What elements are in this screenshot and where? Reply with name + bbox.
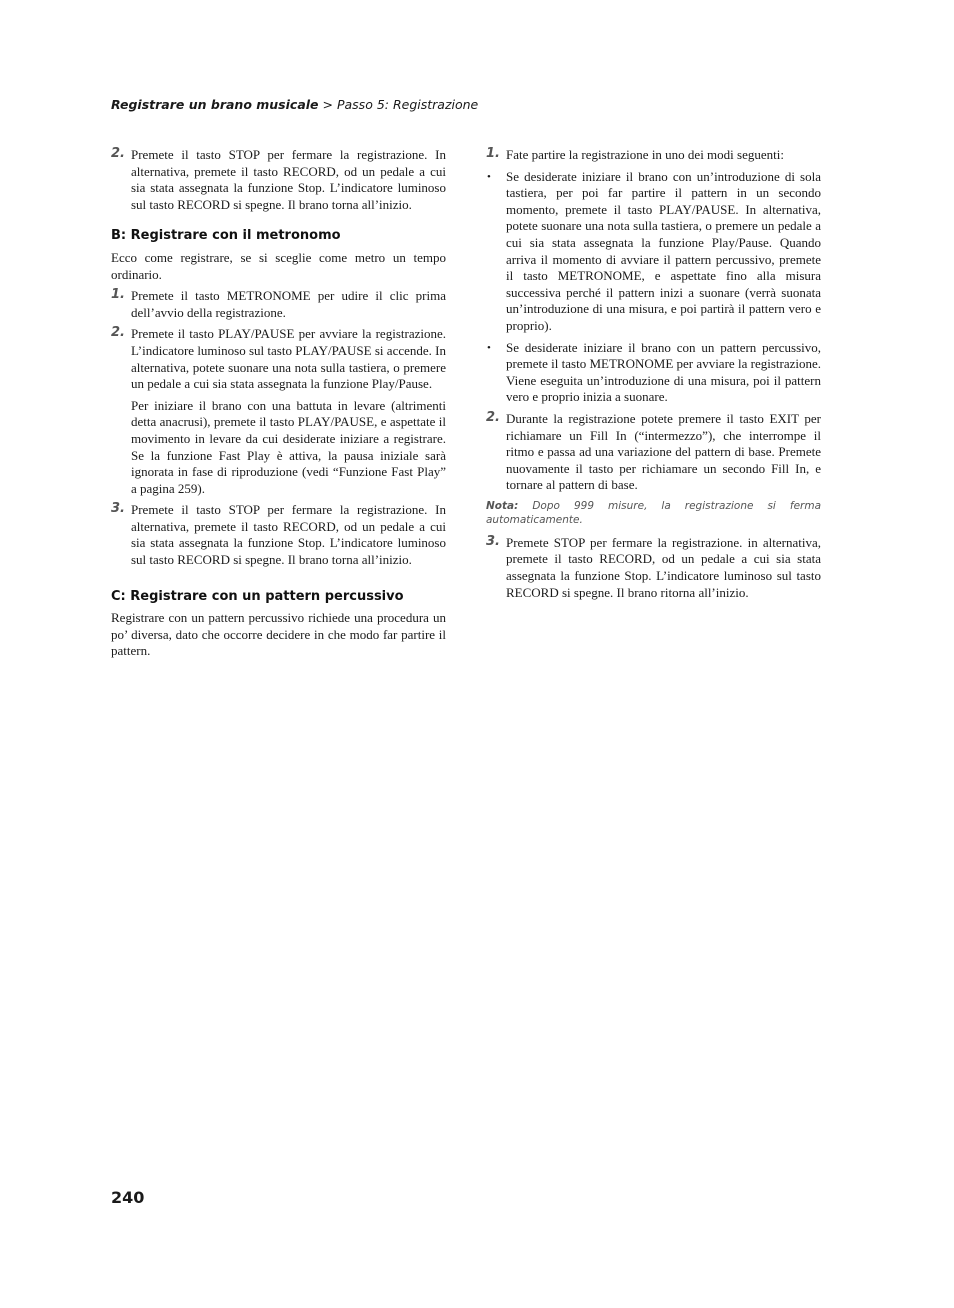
header-separator: > — [322, 97, 333, 112]
step-text: Fate partire la registrazione in uno dei modi seguenti: — [506, 147, 784, 162]
step-number: 2. — [111, 146, 125, 161]
step-text: Premete STOP per fermare la registrazione. in alternativa, premete il tasto RECORD, od un pedale a cui sia stata assegnata la funzione Stop. L’indicatore luminoso sul tasto RECORD si spegne. Il brano ritorna all’inizio. — [506, 534, 821, 600]
bullet-item — [486, 169, 821, 335]
step-text: Premete il tasto STOP per fermare la registrazione. In alternativa, premete il tasto RECORD, od un pedale a cui sia stata assegnata la funzione Stop. L’indicatore luminoso sul tasto RECORD si spegne. Il brano torna all’inizio. — [131, 502, 446, 568]
step-item — [111, 147, 446, 213]
section-heading: B: Registrare con il metronomo — [111, 228, 341, 244]
step-text: Premete il tasto PLAY/PAUSE per avviare la registrazione. L’indicatore luminoso sul tasto PLAY/PAUSE si accende. In alternativa, potete suonare una nota sulla tastiera, o premere un pedale a cui sia stata assegnata la funzione Play/Pause. — [131, 326, 446, 392]
bullet-icon: • — [487, 341, 491, 354]
step-text-continued: Per iniziare il brano con una battuta in levare (altrimenti detta anacrusi), premete il tasto PLAY/PAUSE, e aspettate il movimento in levare da cui desiderate iniziare a registrare. Se la funzione Fast Play è attiva, la pausa iniziale sarà ignorata in fase di riproduzione (vedi “Funzione Fast Play” a pagina 259). — [131, 397, 446, 496]
step-number: 2. — [486, 409, 500, 425]
step-item — [486, 411, 821, 494]
step-item — [111, 288, 446, 321]
step-text: Durante la registrazione potete premere il tasto EXIT per richiamare un Fill In (“intermezzo”), che interrompe il ritmo e passa ad una variazione del pattern di base. Premete nuovamente il tasto per richiamare un secondo Fill In, e tornare al pattern di base. — [506, 410, 821, 493]
bullet-text: Se desiderate iniziare il brano con un pattern percussivo, premete il tasto METRONOME per avviare la registrazione. Viene eseguita un’introduzione di una misura, poi il pattern vero e proprio inizia a suonare. — [506, 339, 821, 405]
note — [486, 499, 821, 527]
step-number: 3. — [486, 533, 500, 549]
bullet-text: Se desiderate iniziare il brano con un’introduzione di sola tastiera, per poi far partire il pattern in un secondo momento, premete il tasto PLAY/PAUSE. In alternativa, potete suonare una nota sulla tastiera, o premere un pedale a cui sia stata assegnata la funzione Play/Pause. Quando arriva il momento di avviare il pattern percussivo, premete il tasto METRONOME, e aspettate fino alla misura successiva perché il pattern inizi a suonare (verrà suonata un’introduzione di una misura, e poi partirà il pattern vero e proprio). — [506, 168, 821, 333]
bullet-icon: • — [487, 170, 491, 183]
section-intro: Registrare con un pattern percussivo richiede una procedura un po’ diversa, dato che occorre decidere in che modo far partire il pattern. — [111, 610, 446, 659]
page-number: 240 — [111, 1188, 145, 1207]
step-number: 3. — [111, 501, 125, 517]
step-text: Premete il tasto METRONOME per udire il clic prima dell’avvio della registrazione. — [131, 288, 446, 320]
step-text: Premete il tasto STOP per fermare la registrazione. In alternativa, premete il tasto RECORD, od un pedale a cui sia stata assegnata la funzione Stop. L’indicatore luminoso sul tasto RECORD si spegne. Il brano torna all’inizio. — [131, 147, 446, 212]
step-number: 1. — [486, 146, 500, 161]
left-column — [111, 147, 446, 665]
right-column — [486, 147, 821, 606]
running-header — [111, 97, 478, 112]
step-number: 1. — [111, 287, 125, 303]
note-label: Nota: — [486, 499, 519, 512]
step-item — [111, 502, 446, 568]
step-item — [486, 535, 821, 601]
note-text: Dopo 999 misure, la registrazione si ferma automaticamente. — [486, 499, 822, 526]
header-section: Registrare un brano musicale — [111, 97, 319, 112]
section-heading: C: Registrare con un pattern percussivo — [111, 588, 404, 604]
header-subsection: Passo 5: Registrazione — [336, 97, 479, 112]
section-intro: Ecco come registrare, se si sceglie come metro un tempo ordinario. — [111, 249, 446, 282]
step-item — [111, 326, 446, 497]
step-number: 2. — [111, 325, 125, 341]
bullet-item — [486, 340, 821, 406]
step-item — [486, 147, 821, 164]
